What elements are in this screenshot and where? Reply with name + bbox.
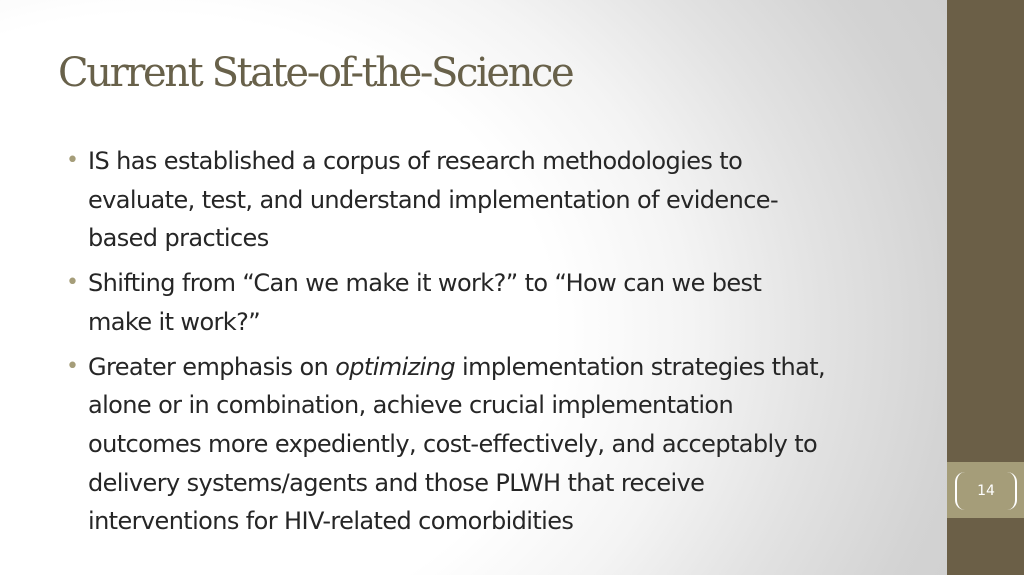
bullet-line: alone or in combination, achieve crucial implementation [88, 391, 734, 420]
bullet-line: delivery systems/agents and those PLWH that receive [88, 468, 705, 497]
slide-title: Current State-of-the-Science [58, 50, 573, 96]
bullet-line: make it work?” [88, 307, 261, 336]
bullet-line: based practices [88, 224, 269, 253]
page-number: 14 [955, 472, 1017, 510]
bullet-line: evaluate, test, and understand implementation of evidence- [88, 185, 779, 214]
bullet-line: outcomes more expediently, cost-effectively, and acceptably to [88, 429, 818, 458]
bullet-item [66, 348, 936, 542]
bullet-line: • IS has established a corpus of research methodologies to [88, 147, 743, 175]
bullet-line: interventions for HIV-related comorbidities [88, 507, 574, 536]
bullet-text: Greater emphasis on [88, 352, 329, 381]
emphasis-text: optimizing [335, 352, 455, 381]
bullet-item [66, 264, 936, 341]
bullet-list [66, 142, 936, 547]
bullet-item [66, 142, 936, 258]
bullet-text: implementation strategies that, [462, 352, 826, 381]
bullet-line: • Shifting from “Can we make it work?” to “How can we best [88, 269, 762, 298]
bullet-line [88, 348, 936, 387]
